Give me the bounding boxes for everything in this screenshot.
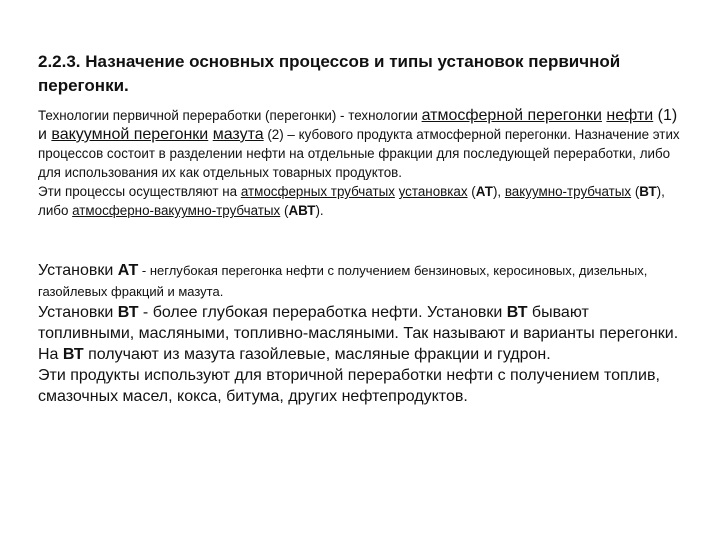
at-bold: АТ [117,262,139,279]
intro-text: (1) и [38,107,678,143]
link-vacuum-tubular[interactable]: вакуумно-трубчатых [504,184,632,199]
processes-text: ). [315,203,324,218]
link-fuel-oil[interactable]: мазута [212,126,264,143]
link-atmospheric-distillation[interactable]: атмосферной перегонки [421,107,602,124]
vt-bold: ВТ [117,304,139,321]
vt-paragraph [38,302,688,344]
processes-text: ), [492,184,505,199]
link-oil[interactable]: нефти [606,107,654,124]
at-paragraph [38,260,688,302]
intro-text: (2) – кубового продукта атмосферной перегонки. Назначение этих процессов состоит в разделении нефти на отдельные фракции для последующей переработки, либо для использования их как отдельных товарных продуктов. [38,127,680,180]
vt-products-text: На [38,346,63,363]
vt-bold: ВТ [62,346,84,363]
at-abbrev: АТ [475,184,493,199]
products-paragraph: Эти продукты используют для вторичной переработки нефти с получением топлив, смазочных масел, кокса, битума, других нефтепродуктов. [38,367,660,405]
section-title: 2.2.3. Назначение основных процессов и типы установок первичной перегонки. [38,52,621,95]
vt-description: - более глубокая переработка нефти. Установки [138,304,507,321]
vt-description: бывают топливными, масляными, топливно-масляными. Так называют и варианты перегонки. [38,304,679,342]
vt-abbrev: ВТ [639,184,657,199]
link-vacuum-distillation[interactable]: вакуумной перегонки [51,126,209,143]
link-atmospheric-vacuum-tubular[interactable]: атмосферно-вакуумно-трубчатых [72,203,281,218]
vt-bold: ВТ [506,304,528,321]
vt-products-text: получают из мазута газойлевые, масляные фракции и гудрон. [83,346,551,363]
at-description: - неглубокая перегонка нефти с получением бензиновых, керосиновых, дизельных, газойлевых фракций и мазута. [38,263,648,299]
link-atmospheric-tubular[interactable]: атмосферных трубчатых [240,184,395,199]
avt-abbrev: АВТ [288,203,316,218]
vt-products-paragraph [38,344,688,365]
processes-text: Эти процессы осуществляют на [38,184,241,199]
intro-text: Технологии первичной переработки (перегонки) - технологии [38,108,422,123]
processes-text: ( [467,184,476,199]
processes-text: ), либо [38,184,665,218]
processes-text: ( [631,184,640,199]
vt-label: Установки [38,304,118,321]
processes-text: ( [280,203,289,218]
at-label: Установки [38,262,118,279]
intro-paragraph [38,106,688,220]
installation-types [38,260,688,407]
link-installations[interactable]: установках [398,184,468,199]
